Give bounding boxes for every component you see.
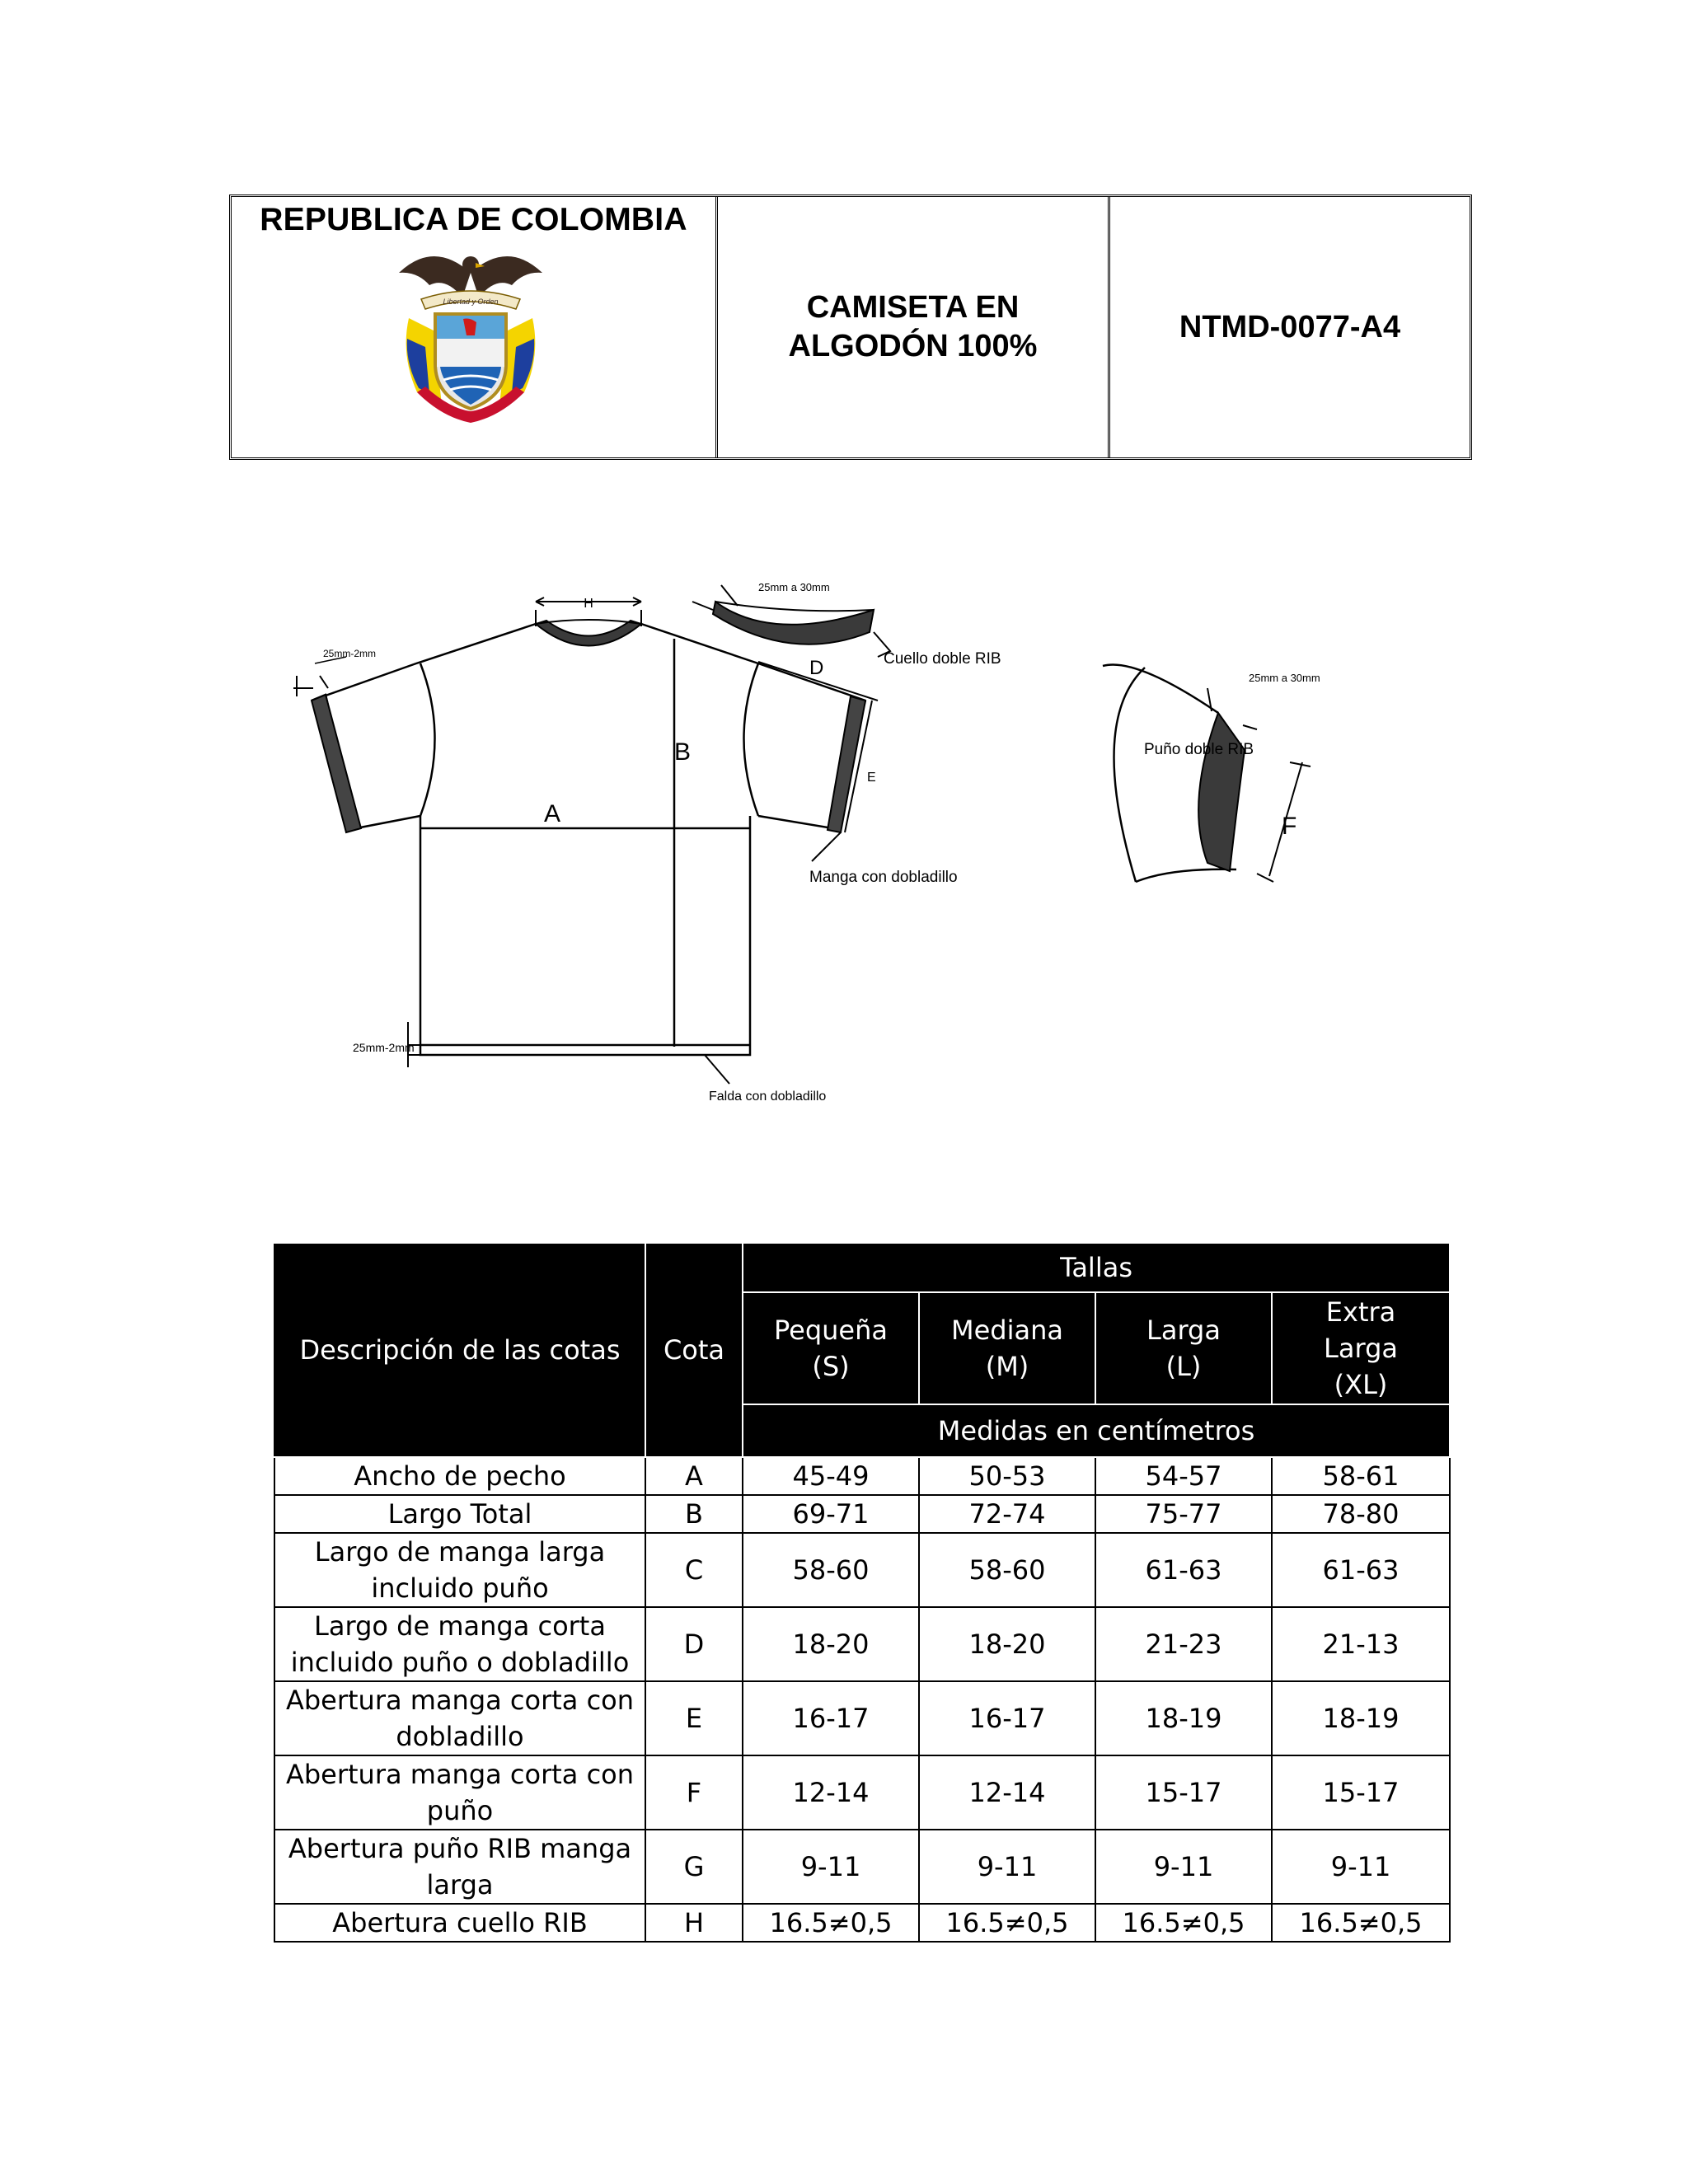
- row-description: Largo Total: [274, 1495, 645, 1533]
- row-description: Ancho de pecho: [274, 1457, 645, 1495]
- document-code: NTMD-0077-A4: [1179, 309, 1401, 344]
- row-size-m: 50-53: [919, 1457, 1095, 1495]
- row-size-xl: 61-63: [1272, 1533, 1450, 1607]
- row-size-xl: 15-17: [1272, 1755, 1450, 1830]
- header-country-cell: [232, 197, 718, 457]
- row-size-l: 61-63: [1095, 1533, 1272, 1607]
- row-size-xl: 78-80: [1272, 1495, 1450, 1533]
- label-cuff: Puño doble RIB: [1144, 741, 1254, 758]
- label-b: B: [674, 738, 692, 766]
- size-l-code: (L): [1165, 1351, 1202, 1382]
- table-row: [274, 1830, 1450, 1904]
- row-cota: E: [645, 1681, 743, 1755]
- row-size-s: 69-71: [743, 1495, 919, 1533]
- collar-rib: [536, 621, 641, 646]
- size-m-header: [919, 1292, 1095, 1404]
- size-xl-code: (XL): [1334, 1369, 1388, 1400]
- size-xl-name-1: Extra: [1325, 1296, 1396, 1328]
- table-row: [274, 1457, 1450, 1495]
- cuff-rib: [1198, 713, 1245, 871]
- right-sleeve-hem: [828, 696, 865, 832]
- table-row: [274, 1533, 1450, 1607]
- row-cota: C: [645, 1533, 743, 1607]
- col-description-header: Descripción de las cotas: [274, 1243, 645, 1457]
- row-size-s: 16-17: [743, 1681, 919, 1755]
- row-cota: A: [645, 1457, 743, 1495]
- label-e: E: [867, 771, 876, 785]
- row-size-m: 18-20: [919, 1607, 1095, 1681]
- document-title: [789, 288, 1038, 366]
- row-description: Largo de manga larga incluido puño: [274, 1533, 645, 1607]
- title-line-2: ALGODÓN 100%: [788, 329, 1038, 363]
- table-row: [274, 1904, 1450, 1942]
- row-size-l: 18-19: [1095, 1681, 1272, 1755]
- row-size-l: 54-57: [1095, 1457, 1272, 1495]
- row-size-m: 9-11: [919, 1830, 1095, 1904]
- row-cota: B: [645, 1495, 743, 1533]
- row-cota: H: [645, 1904, 743, 1942]
- label-collar-width: 25mm a 30mm: [758, 581, 830, 593]
- table-row: [274, 1495, 1450, 1533]
- row-description: Abertura cuello RIB: [274, 1904, 645, 1942]
- table-row: [274, 1681, 1450, 1755]
- row-size-m: 16-17: [919, 1681, 1095, 1755]
- label-h: H: [584, 597, 593, 611]
- sizes-table-body: [274, 1457, 1450, 1942]
- col-cota-header: Cota: [645, 1243, 743, 1457]
- row-size-xl: 18-19: [1272, 1681, 1450, 1755]
- row-size-s: 58-60: [743, 1533, 919, 1607]
- label-bottom-hem: 25mm-2mm: [353, 1041, 415, 1054]
- size-xl-name-2: Larga: [1324, 1333, 1398, 1364]
- document-header: [229, 194, 1472, 460]
- row-cota: D: [645, 1607, 743, 1681]
- row-size-m: 72-74: [919, 1495, 1095, 1533]
- label-a: A: [544, 800, 561, 827]
- collar-detail-rib: [713, 602, 874, 644]
- row-size-l: 16.5≠0,5: [1095, 1904, 1272, 1942]
- row-size-l: 9-11: [1095, 1830, 1272, 1904]
- row-size-xl: 9-11: [1272, 1830, 1450, 1904]
- row-size-s: 16.5≠0,5: [743, 1904, 919, 1942]
- label-sleeve: Manga con dobladillo: [809, 869, 958, 886]
- tshirt-technical-drawing: [264, 565, 1393, 1108]
- row-description: Abertura manga corta con dobladillo: [274, 1681, 645, 1755]
- row-size-xl: 16.5≠0,5: [1272, 1904, 1450, 1942]
- coat-of-arms-icon: [384, 240, 557, 429]
- size-s-code: (S): [812, 1351, 850, 1382]
- row-description: Abertura puño RIB manga larga: [274, 1830, 645, 1904]
- units-header: Medidas en centímetros: [743, 1404, 1450, 1457]
- label-f: F: [1282, 813, 1297, 840]
- table-row: [274, 1607, 1450, 1681]
- row-size-xl: 58-61: [1272, 1457, 1450, 1495]
- row-description: Largo de manga corta incluido puño o dobladillo: [274, 1607, 645, 1681]
- row-cota: G: [645, 1830, 743, 1904]
- label-cuff-width: 25mm a 30mm: [1249, 672, 1320, 684]
- size-m-name: Mediana: [951, 1315, 1063, 1346]
- size-s-header: [743, 1292, 919, 1404]
- label-skirt: Falda con dobladillo: [709, 1090, 827, 1104]
- coat-of-arms-motto: Libertad y Orden: [443, 298, 499, 306]
- title-line-1: CAMISETA EN: [806, 290, 1020, 325]
- row-size-m: 12-14: [919, 1755, 1095, 1830]
- left-sleeve-hem: [312, 695, 361, 832]
- label-collar: Cuello doble RIB: [884, 650, 1001, 668]
- row-size-s: 9-11: [743, 1830, 919, 1904]
- label-hem-left: 25mm-2mm: [323, 648, 377, 659]
- row-size-s: 45-49: [743, 1457, 919, 1495]
- row-size-s: 12-14: [743, 1755, 919, 1830]
- row-size-l: 75-77: [1095, 1495, 1272, 1533]
- col-sizes-header: Tallas: [743, 1243, 1450, 1292]
- row-cota: F: [645, 1755, 743, 1830]
- size-s-name: Pequeña: [773, 1315, 888, 1346]
- size-l-header: [1095, 1292, 1272, 1404]
- header-code-cell: [1110, 197, 1470, 457]
- row-size-l: 21-23: [1095, 1607, 1272, 1681]
- header-title-cell: [718, 197, 1110, 457]
- row-description: Abertura manga corta con puño: [274, 1755, 645, 1830]
- size-m-code: (M): [985, 1351, 1029, 1382]
- row-size-m: 58-60: [919, 1533, 1095, 1607]
- size-xl-header: [1272, 1292, 1450, 1404]
- row-size-xl: 21-13: [1272, 1607, 1450, 1681]
- row-size-l: 15-17: [1095, 1755, 1272, 1830]
- sizes-table: [274, 1242, 1451, 1943]
- label-d: D: [809, 657, 824, 679]
- table-row: [274, 1755, 1450, 1830]
- size-l-name: Larga: [1146, 1315, 1221, 1346]
- row-size-m: 16.5≠0,5: [919, 1904, 1095, 1942]
- country-name: REPUBLICA DE COLOMBIA: [260, 202, 687, 237]
- row-size-s: 18-20: [743, 1607, 919, 1681]
